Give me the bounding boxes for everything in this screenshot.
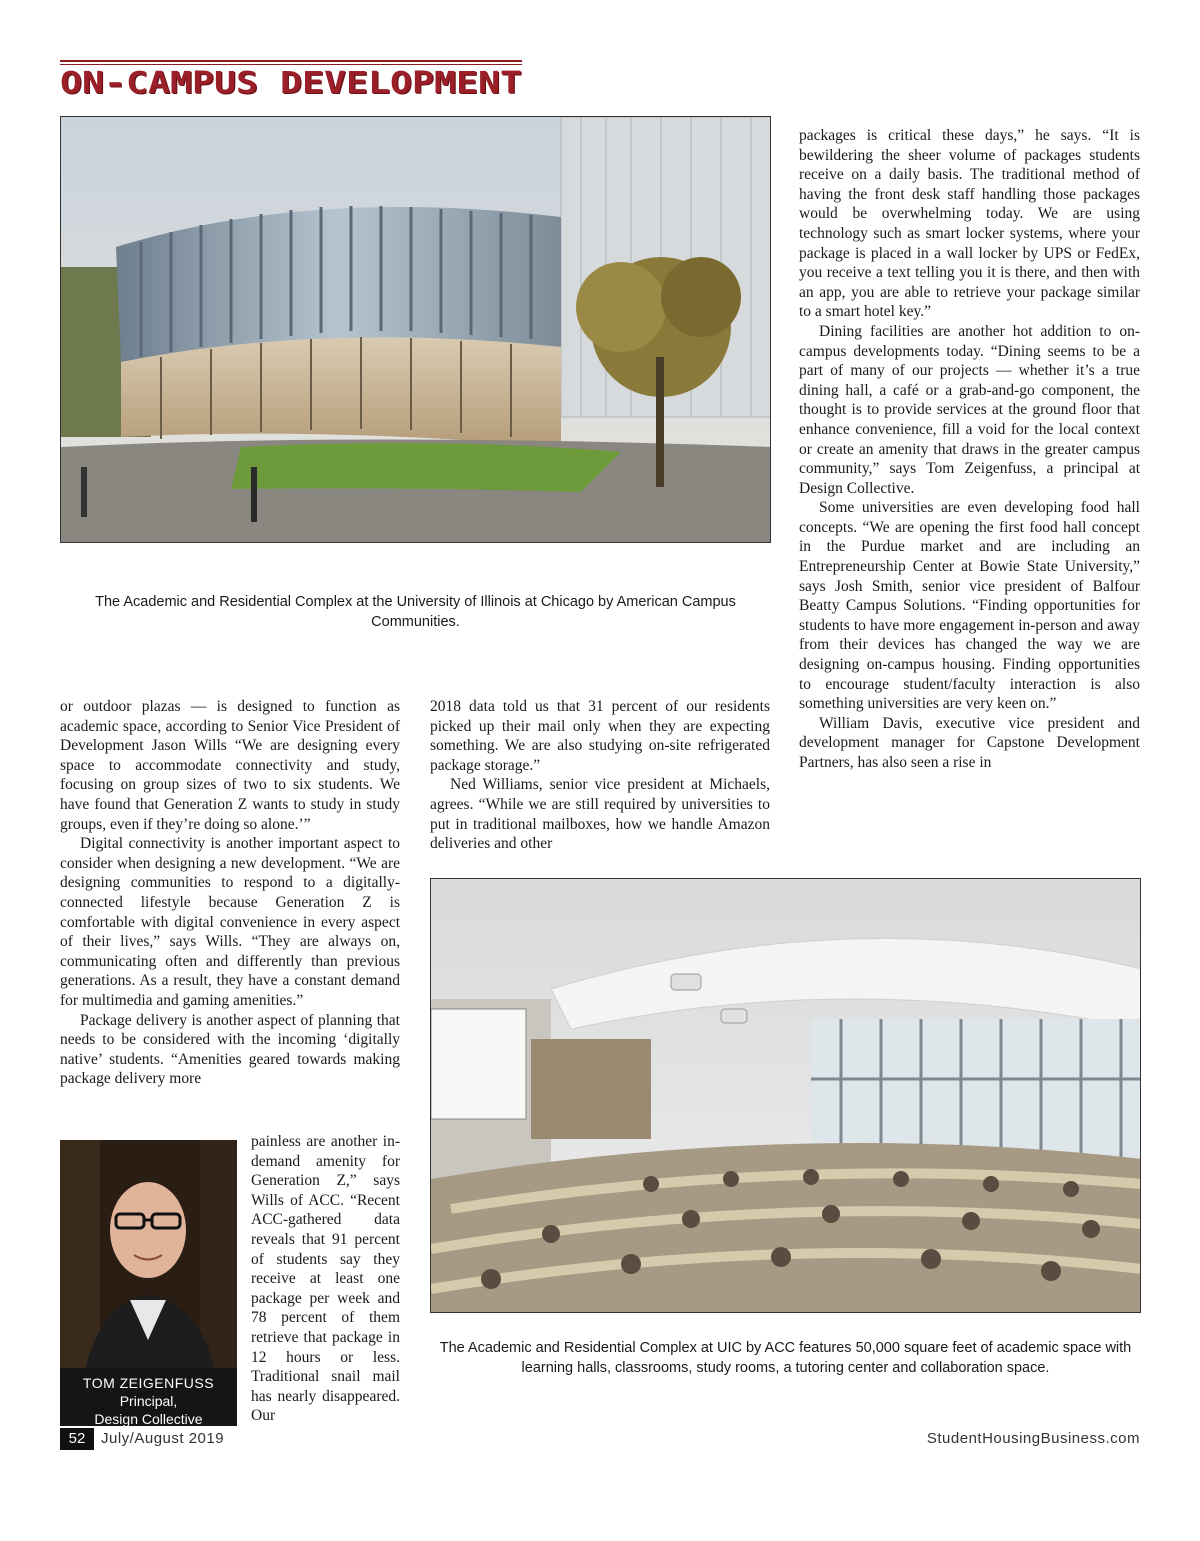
article-column-2 (430, 697, 770, 854)
article-column-1 (60, 697, 400, 1089)
photo1-caption: The Academic and Residential Complex at the University of Illinois at Chicago by American Campus Communities. (95, 594, 736, 630)
portrait-company: Design Collective (94, 1411, 203, 1426)
paragraph: or outdoor plazas — is designed to function as academic space, according to Senior Vice President of Development Jason Wills “We are designing every space to accommodate connectivity and study, focusing on group sizes of two to six students. We have found that Generation Z wants to study in study groups, even if they’re doing so alone.’” (60, 698, 400, 833)
website: StudentHousingBusiness.com (926, 1430, 1140, 1447)
header-rule (60, 60, 522, 62)
issue-date: July/August 2019 (101, 1430, 225, 1447)
paragraph: packages is critical these days,” he says. “It is bewildering the sheer volume of packages students receive on a daily basis. The traditional method of having the front desk staff handling those packages would be overwhelming today. We are using technology such as smart locker systems, where your package is placed in a wall locker by UPS or FedEx, you receive a text telling you it is there, and then with an app, you are able to retrieve your package similar to a smart hotel key.” (799, 127, 1140, 321)
page-number: 52 (60, 1428, 94, 1450)
paragraph: painless are another in-demand amenity for Generation Z,” says Wills of ACC. “Recent ACC-gathered data reveals that 91 percent of students say they receive at least one package per week and 78 percent of them retrieve that package in 12 hours or less. Traditional snail mail has nearly disappeared. Our (251, 1133, 400, 1425)
portrait-name: TOM ZEIGENFUSS (82, 1375, 215, 1391)
paragraph: William Davis, executive vice president and development manager for Capstone Development Partners, has also seen a rise in (799, 714, 1140, 771)
portrait-photo (60, 1140, 237, 1426)
header-rule-thin (60, 64, 522, 65)
paragraph: Some universities are even developing food hall concepts. “We are opening the first food hall concept in the Purdue market and are including an Entrepreneurship Center at Bowie State University,” says Josh Smith, senior vice president of Balfour Beatty Campus Solutions. “Finding opportunities for students to have more engagement in-person and away from their devices has changed the way we are designing on-campus housing. Finding opportunities to encourage student/faculty interaction is also something universities are very keen on.” (799, 499, 1140, 713)
section-title: ON-CAMPUS DEVELOPMENT (60, 66, 522, 101)
building-illustration (61, 117, 771, 543)
portrait-caption (60, 1374, 237, 1426)
lecture-hall-photo (430, 878, 1141, 1313)
building-exterior-photo (60, 116, 771, 543)
lecture-hall-illustration (431, 879, 1141, 1313)
article-column-1-continued (251, 1132, 400, 1426)
paragraph: Ned Williams, senior vice president at Michaels, agrees. “While we are still required by universities to put in traditional mailboxes, how we handle Amazon deliveries and other (430, 776, 770, 853)
paragraph: Digital connectivity is another important aspect to consider when designing a new development. “We are designing communities to respond to a digitally-connected lifestyle because Generation Z is comfortable with digital convenience in every aspect of their lives,” says Wills. “They are always on, communicating often and differently than previous generations. As a result, they have a constant demand for multimedia and gaming amenities.” (60, 835, 400, 1009)
photo2-caption: The Academic and Residential Complex at UIC by ACC features 50,000 square feet of academic space with learning halls, classrooms, study rooms, a tutoring center and collaboration space. (439, 1340, 1132, 1376)
article-column-3 (799, 126, 1140, 773)
portrait-title: Principal, (119, 1393, 178, 1409)
paragraph: Dining facilities are another hot addition to on-campus developments today. “Dining seems to be a part of many of our projects — whether it’s a true dining hall, a café or a grab-and-go component, the thought is to provide services at the ground floor that enhance convenience, fill a void for the local context or create an amenity that draws in the greater campus community,” says Tom Zeigenfuss, a principal at Design Collective. (799, 322, 1140, 497)
paragraph: 2018 data told us that 31 percent of our residents picked up their mail only when they are expecting something. We are also studying on-site refrigerated package storage.” (430, 698, 770, 774)
paragraph: Package delivery is another aspect of planning that needs to be considered with the incoming ‘digitally native’ students. “Amenities geared towards making package delivery more (60, 1011, 400, 1088)
